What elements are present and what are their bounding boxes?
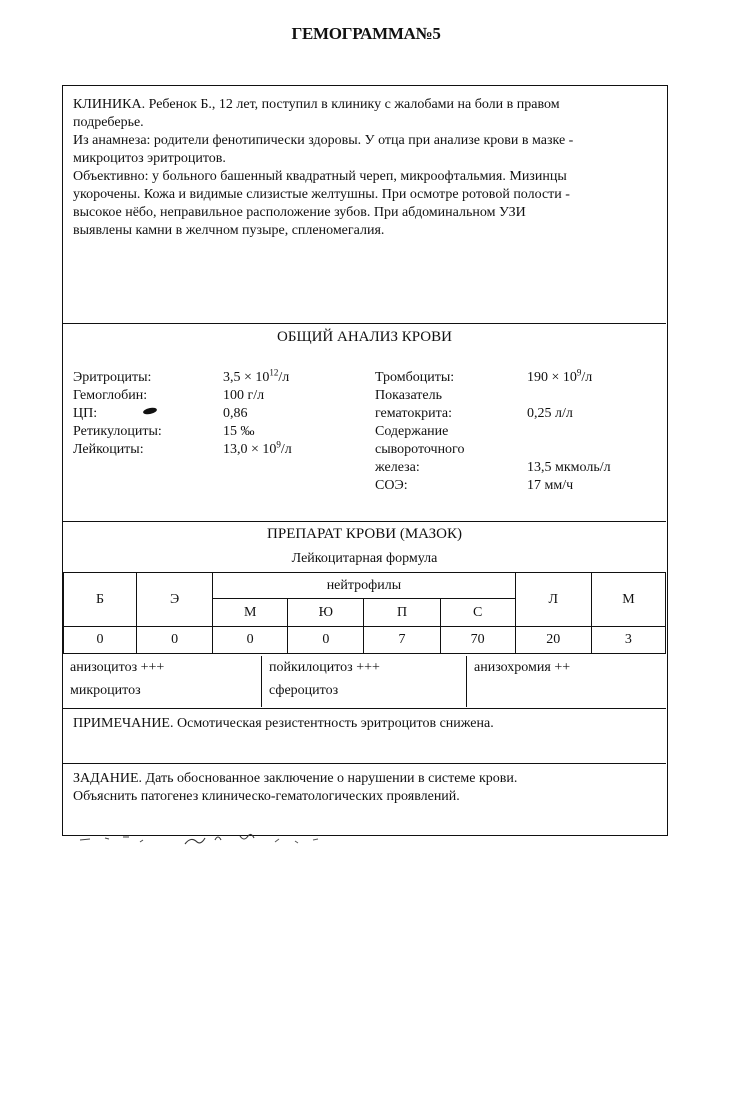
value-eosinophils: 0 (137, 627, 213, 654)
leukocyte-table-section (63, 572, 666, 658)
morphology-cell (63, 656, 262, 707)
value-plt (527, 369, 592, 388)
value-esr: 17 мм/ч (527, 478, 574, 493)
morphology-row (63, 656, 666, 707)
pen-mark (143, 407, 158, 416)
col-eosinophils: Э (137, 573, 213, 627)
clinic-line: Из анамнеза: родители фенотипически здоровы. У отца при анализе крови в мазке - (73, 133, 574, 148)
label-iron-3: железа: (375, 460, 420, 475)
label-rbc: Эритроциты: (73, 370, 152, 385)
value-plt-exp: 9 (576, 367, 582, 378)
label-hgb: Гемоглобин: (73, 388, 148, 403)
blood-analysis-section (63, 324, 666, 522)
value-basophils: 0 (64, 627, 137, 654)
clinic-line: укорочены. Кожа и видимые слизистые желтушны. При осмотре ротовой полости - (73, 187, 570, 202)
value-segmented: 70 (440, 627, 515, 654)
label-iron-2: сывороточного (375, 442, 465, 457)
value-band: 7 (364, 627, 440, 654)
clinic-section (63, 86, 666, 324)
morphology-item: пойкилоцитоз +++ (269, 660, 380, 675)
value-lymphocytes: 20 (515, 627, 591, 654)
value-iron: 13,5 мкмоль/л (527, 460, 611, 475)
clinic-text (73, 96, 658, 240)
value-rbc-exp: 12 (269, 367, 279, 378)
value-plt-unit: /л (581, 370, 593, 385)
value-plt-base: 190 × 10 (527, 370, 577, 385)
leukocyte-formula-label: Лейкоцитарная формула (291, 551, 438, 566)
col-segmented: С (440, 599, 515, 627)
value-wbc-unit: /л (280, 442, 292, 457)
label-plt: Тромбоциты: (375, 370, 455, 385)
task-section (63, 764, 666, 834)
label-wbc: Лейкоциты: (73, 442, 144, 457)
leukocyte-table (63, 572, 666, 654)
value-retic: 15 ‰ (223, 424, 255, 439)
clinic-line: подреберье. (73, 115, 144, 130)
smear-heading-section (63, 522, 666, 572)
col-lymphocytes: Л (515, 573, 591, 627)
value-wbc-base: 13,0 × 10 (223, 442, 277, 457)
task-line: Объяснить патогенез клиническо-гематологических проявлений. (73, 789, 460, 804)
col-metamyelocytes: Ю (288, 599, 364, 627)
label-retic: Ретикулоциты: (73, 424, 162, 439)
label-iron-1: Содержание (375, 424, 449, 439)
label-hct-2: гематокрита: (375, 406, 453, 421)
label-esr: СОЭ: (375, 478, 408, 493)
hemogram-frame (62, 85, 668, 836)
value-hgb: 100 г/л (223, 388, 265, 403)
value-wbc (223, 441, 292, 460)
document-title: ГЕМОГРАММА№5 (291, 24, 441, 43)
value-monocytes: 3 (591, 627, 665, 654)
col-myelocytes: М (213, 599, 288, 627)
col-monocytes: М (591, 573, 665, 627)
value-rbc-base: 3,5 × 10 (223, 370, 270, 385)
blood-heading: ОБЩИЙ АНАЛИЗ КРОВИ (277, 329, 452, 345)
value-cp: 0,86 (223, 406, 248, 421)
smear-heading: ПРЕПАРАТ КРОВИ (МАЗОК) (267, 526, 462, 542)
morphology-item: микроцитоз (70, 683, 141, 698)
note-section (63, 709, 666, 764)
clinic-line: КЛИНИКА. Ребенок Б., 12 лет, поступил в клинику с жалобами на боли в правом (73, 97, 560, 112)
col-band: П (364, 599, 440, 627)
task-line: ЗАДАНИЕ. Дать обоснованное заключение о нарушении в системе крови. (73, 771, 518, 786)
scan-artifact (75, 828, 335, 850)
clinic-line: высокое нёбо, неправильное расположение зубов. При абдоминальном УЗИ (73, 205, 526, 220)
note-text: ПРИМЕЧАНИЕ. Осмотическая резистентность эритроцитов снижена. (73, 716, 494, 731)
morphology-item: сфероцитоз (269, 683, 339, 698)
clinic-line: Объективно: у больного башенный квадратный череп, микроофтальмия. Мизинцы (73, 169, 567, 184)
morphology-section (63, 656, 666, 709)
neutrophils-header: нейтрофилы (213, 573, 516, 599)
value-rbc (223, 369, 289, 388)
label-hct-1: Показатель (375, 388, 442, 403)
value-metamyelocytes: 0 (288, 627, 364, 654)
morphology-item: анизохромия ++ (474, 660, 571, 675)
morphology-item: анизоцитоз +++ (70, 660, 165, 675)
value-hct: 0,25 л/л (527, 406, 573, 421)
value-myelocytes: 0 (213, 627, 288, 654)
value-rbc-unit: /л (278, 370, 290, 385)
label-cp: ЦП: (73, 406, 98, 421)
morphology-cell (467, 656, 666, 707)
col-basophils: Б (64, 573, 137, 627)
clinic-line: выявлены камни в желчном пузыре, спленомегалия. (73, 223, 385, 238)
morphology-cell (262, 656, 467, 707)
clinic-line: микроцитоз эритроцитов. (73, 151, 226, 166)
value-wbc-exp: 9 (276, 439, 281, 450)
